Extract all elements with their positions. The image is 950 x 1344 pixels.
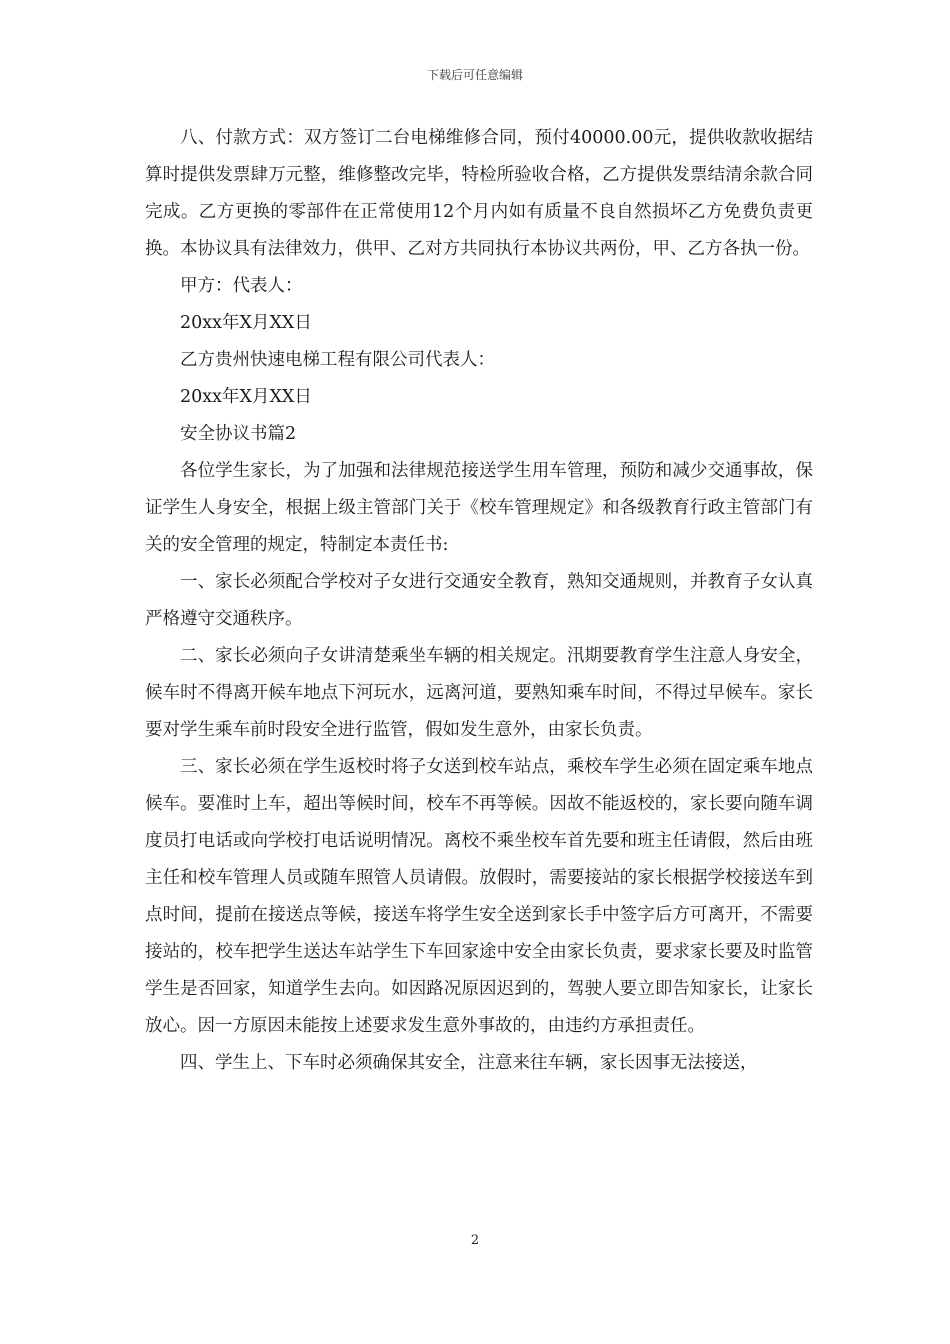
paragraph-clause-2: 二、家长必须向子女讲清楚乘坐车辆的相关规定。汛期要教育学生注意人身安全，候车时不得离开候车地点下河玩水，远离河道，要熟知乘车时间，不得过早候车。家长要对学生乘车前时段安全进行监管，假如发生意外，由家长负责。 xyxy=(145,646,813,740)
paragraph-clause-4: 四、学生上、下车时必须确保其安全，注意来往车辆，家长因事无法接送， xyxy=(180,1053,758,1073)
section-heading: 安全协议书篇2 xyxy=(180,424,297,444)
paragraph-party-a-signature: 甲方：代表人： xyxy=(180,276,303,296)
paragraph-intro: 各位学生家长，为了加强和法律规范接送学生用车管理，预防和减少交通事故，保证学生人身安全，根据上级主管部门关于《校车管理规定》和各级教育行政主管部门有关的安全管理的规定，特制定本责任书: xyxy=(145,461,813,555)
paragraph-party-b-signature: 乙方贵州快速电梯工程有限公司代表人： xyxy=(180,350,495,370)
paragraph-party-b-date: 20xx年X月XX日 xyxy=(180,387,312,407)
paragraph-party-a-date: 20xx年X月XX日 xyxy=(180,313,312,333)
paragraph-payment-terms: 八、付款方式：双方签订二台电梯维修合同，预付40000.00元，提供收款收据结算时提供发票肆万元整，维修整改完毕，特检所验收合格，乙方提供发票结清余款合同完成。乙方更换的零部件在正常使用12个月内如有质量不良自然损坏乙方免费负责更换。本协议具有法律效力，供甲、乙对方共同执行本协议共两份，甲、乙方各执一份。 xyxy=(145,128,813,259)
page-header-note: 下载后可任意编辑 xyxy=(426,68,523,82)
paragraph-clause-3: 三、家长必须在学生返校时将子女送到校车站点，乘校车学生必须在固定乘车地点候车。要准时上车，超出等候时间，校车不再等候。因故不能返校的，家长要向随车调度员打电话或向学校打电话说明情况。离校不乘坐校车首先要和班主任请假，然后由班主任和校车管理人员或随车照管人员请假。放假时，需要接站的家长根据学校接送车到点时间，提前在接送点等候，接送车将学生安全送到家长手中签字后方可离开，不需要接站的，校车把学生送达车站学生下车回家途中安全由家长负责，要求家长要及时监管学生是否回家，知道学生去向。如因路况原因迟到的，驾驶人要立即告知家长，让家长放心。因一方原因未能按上述要求发生意外事故的，由违约方承担责任。 xyxy=(145,757,813,1036)
page-number: 2 xyxy=(470,1233,480,1248)
paragraph-clause-1: 一、家长必须配合学校对子女进行交通安全教育，熟知交通规则，并教育子女认真严格遵守交通秩序。 xyxy=(145,572,813,629)
document-body xyxy=(145,120,813,1082)
